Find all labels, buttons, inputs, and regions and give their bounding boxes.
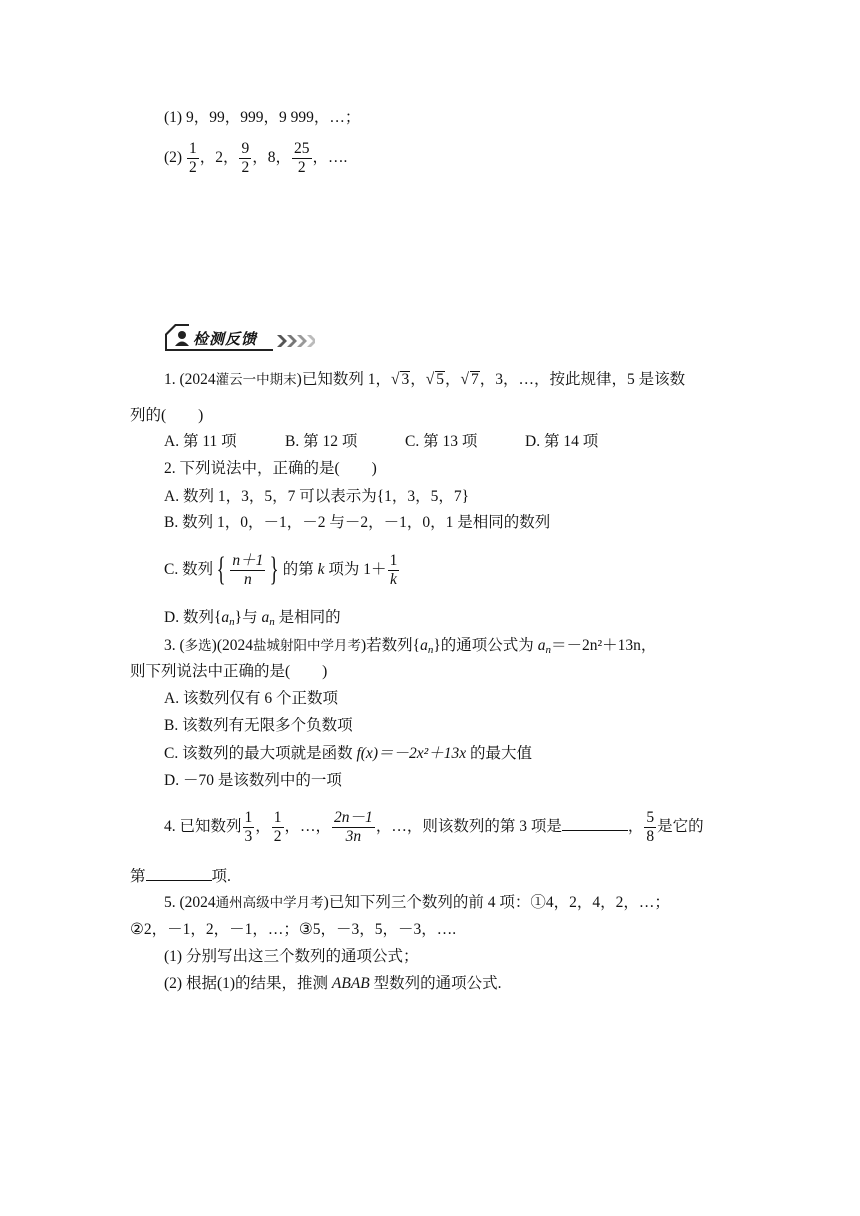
q5-sub-1: (1) 分别写出这三个数列的通项公式； (164, 948, 419, 965)
q5-sub-2: (2) 根据(1)的结果，推测 ABAB 型数列的通项公式. (164, 975, 502, 992)
q2-option-b: B. 数列 1，0，－1，－2 与－2，－1，0，1 是相同的数列 (164, 514, 551, 531)
q5-stem: 5. (2024通州高级中学月考)已知下列三个数列的前 4 项：①4，2，4，2，…； (164, 894, 670, 911)
q1-option-a: A. 第 11 项 (164, 433, 237, 450)
fraction: $\frac{n+1}{n}$ (232, 552, 264, 588)
answer-blank[interactable] (146, 866, 212, 881)
q3-option-a: A. 该数列仅有 6 个正数项 (164, 690, 338, 707)
q1-option-b: B. 第 12 项 (285, 433, 358, 450)
q5-stem-line2: ②2，－1，2，－1，…；③5，－3，5，－3，…. (130, 921, 457, 938)
q1-option-d: D. 第 14 项 (525, 433, 599, 450)
q3-stem-line2: 则下列说法中正确的是( ) (130, 663, 328, 680)
section-header-title: 检测反馈 (193, 330, 258, 348)
q3-option-c: C. 该数列的最大项就是函数 f(x)＝－2x²＋13x 的最大值 (164, 745, 533, 762)
q4-stem-line2: 第 项. (130, 868, 231, 885)
section-header (163, 322, 315, 352)
fraction: $\frac{9}{2}$ (241, 140, 250, 176)
q4-stem: 4. 已知数列 $\frac{1}{3}$ ， $\frac{1}{2}$ ，…， $\frac{2n-1}{3n}$ ，…，则该数列的第 3 项是 ， $\frac{5}{8}$ 是它的 (164, 809, 704, 845)
q3-option-d: D. －70 是该数列中的一项 (164, 772, 342, 789)
q2-option-a: A. 数列 1，3，5，7 可以表示为{1，3，5，7} (164, 488, 470, 505)
q2-option-c: C. 数列 { $\frac{n+1}{n}$ } 的第 k 项为 1＋ $\frac{1}{k}$ (164, 551, 398, 589)
q1-option-c: C. 第 13 项 (405, 433, 478, 450)
fraction: $\frac{1}{2}$ (273, 809, 282, 845)
fraction: $\frac{1}{k}$ (389, 552, 398, 588)
fraction: $\frac{5}{8}$ (646, 809, 655, 845)
fraction: $\frac{25}{2}$ (294, 140, 310, 176)
q2-stem: 2. 下列说法中，正确的是( ) (164, 460, 377, 477)
q2-option-d: D. 数列$\{a_n\}$与 $a_n$ 是相同的 (164, 609, 341, 628)
fraction: $\frac{1}{2}$ (188, 140, 197, 176)
q3-option-b: B. 该数列有无限多个负数项 (164, 717, 353, 734)
q1-stem-line2: 列的( ) (130, 407, 204, 424)
q1-stem: 1. (2024灌云一中期末)已知数列 1，√ 3，√ 5，√ 7，3，…，按此规律，5 是该数 (164, 370, 686, 389)
intro-item-2: (2) $\frac{1}{2}$ ，2， $\frac{9}{2}$ ，8， $\frac{25}{2}$ ，…. (164, 140, 348, 176)
fraction: $\frac{1}{3}$ (244, 809, 253, 845)
intro-item-1: (1) 9，99，999，9 999，…； (164, 109, 361, 126)
answer-blank[interactable] (562, 816, 628, 831)
q3-stem: 3. (多选)(2024盐城射阳中学月考)若数列$\{a_n\}$的通项公式为 $a_n=-2n^2+13n$， (164, 637, 657, 656)
fraction: $\frac{2n-1}{3n}$ (334, 809, 373, 845)
